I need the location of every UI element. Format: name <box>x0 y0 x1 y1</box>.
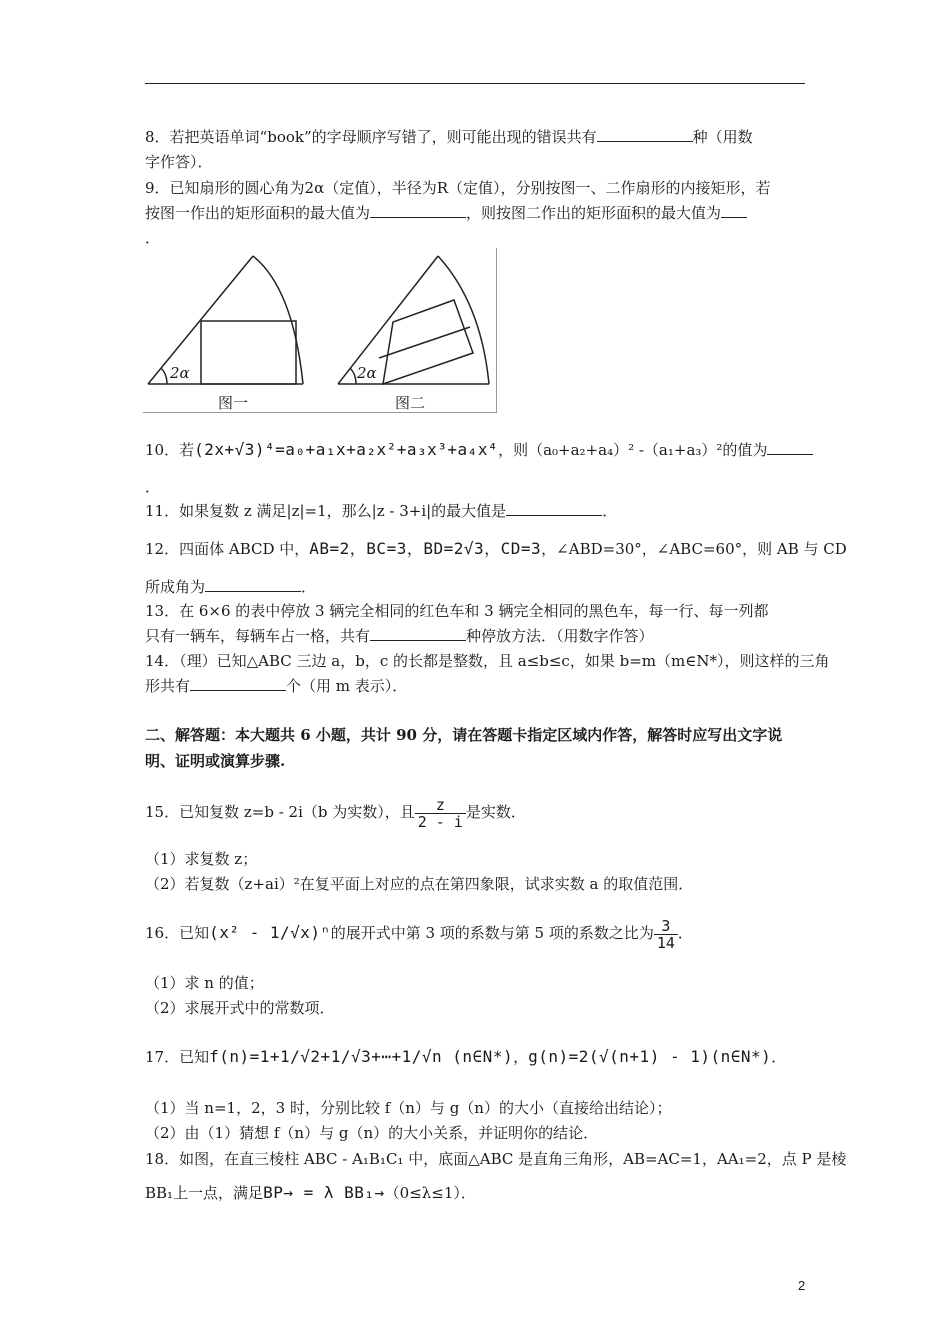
q14-line-1: 14．（理）已知△ABC 三边 a，b，c 的长都是整数，且 a≤b≤c，如果 b=m（m∈N*），则这样的三角 <box>145 652 830 670</box>
q10-line-2: ． <box>145 478 161 496</box>
answer-blank <box>767 440 813 455</box>
q15-part-2: （2）若复数（z+ai）²在复平面上对应的点在第四象限，试求实数 a 的取值范围． <box>145 875 694 893</box>
q13-line-1: 13．在 6×6 的表中停放 3 辆完全相同的红色车和 3 辆完全相同的黑色车，每一行、每一列都 <box>145 602 769 620</box>
angle-label-2: 2α <box>357 364 377 382</box>
sector-diagram <box>143 248 496 412</box>
q8-line-1: 8．若把英语单词“book”的字母顺序写错了，则可能出现的错误共有 种（用数 <box>145 128 753 146</box>
q15-stem: 15．已知复数 z=b - 2i（b 为实数），且 $\frac{z}{2 - i}$ 是实数． <box>145 795 526 831</box>
answer-blank <box>597 127 693 142</box>
q12-line-2: 所成角为 ． <box>145 578 317 596</box>
answer-blank <box>506 501 602 516</box>
q12-line-1: 12．四面体 ABCD 中，AB=2，BC=3，BD=2√3，CD=3，∠ABD=30°，∠ABC=60°，则 AB 与 CD <box>145 539 847 558</box>
q18-line-2: BB₁上一点，满足BP→ = λ BB₁→（0≤λ≤1）． <box>145 1183 476 1202</box>
section-2-heading-1: 二、解答题：本大题共 6 小题，共计 90 分，请在答题卡指定区域内作答，解答时应写出文字说 <box>145 726 783 744</box>
answer-blank <box>721 203 747 218</box>
header-rule <box>145 83 805 84</box>
q9-line-1: 9．已知扇形的圆心角为2α（定值），半径为R（定值），分别按图一、二作扇形的内接矩形，若 <box>145 179 771 197</box>
edge-lengths: AB=2，BC=3，BD=2√3，CD=3 <box>309 539 542 558</box>
q13-line-2: 只有一辆车，每辆车占一格，共有 种停放方法．（用数字作答） <box>145 627 654 645</box>
q17-part-1: （1）当 n=1，2，3 时，分别比较 f（n）与 g（n）的大小（直接给出结论）； <box>145 1099 672 1117</box>
f-of-n-definition: f(n)=1+1/√2+1/√3+⋯+1/√n (n∈N*) <box>209 1047 514 1066</box>
q14-line-2: 形共有 个（用 m 表示）． <box>145 677 408 695</box>
caption-figure-2: 图二 <box>395 394 426 412</box>
q16-part-2: （2）求展开式中的常数项． <box>145 999 335 1017</box>
page-number: 2 <box>798 1278 806 1293</box>
answer-blank <box>205 577 301 592</box>
q17-stem: 17．已知f(n)=1+1/√2+1/√3+⋯+1/√n (n∈N*)，g(n)=2(√(n+1) - 1)(n∈N*)． <box>145 1047 787 1066</box>
g-of-n-definition: g(n)=2(√(n+1) - 1)(n∈N*) <box>528 1047 772 1066</box>
q17-part-2: （2）由（1）猜想 f（n）与 g（n）的大小关系，并证明你的结论． <box>145 1124 599 1142</box>
q16-part-1: （1）求 n 的值； <box>145 974 264 992</box>
answer-blank <box>370 626 466 641</box>
q11-line: 11．如果复数 z 满足|z|=1，那么|z - 3+i|的最大值是 ． <box>145 502 618 520</box>
binomial-expression: (x² - 1/√x)ⁿ <box>209 923 331 942</box>
q15-part-1: （1）求复数 z； <box>145 850 258 868</box>
q10-line-1: 10．若(2x+√3)⁴=a₀+a₁x+a₂x²+a₃x³+a₄x⁴，则（a₀+a₂+a₄）² -（a₁+a₃）²的值为 <box>145 439 813 461</box>
vector-relation: BP→ = λ BB₁→ <box>263 1183 385 1202</box>
sector-figures <box>143 248 497 413</box>
fraction-z-over-2-minus-i: $\frac{z}{2 - i}$ <box>415 797 466 830</box>
binomial-expansion: (2x+√3)⁴=a₀+a₁x+a₂x²+a₃x³+a₄x⁴ <box>194 440 499 459</box>
angle-label-1: 2α <box>170 364 190 382</box>
q9-line-2: 按图一作出的矩形面积的最大值为 ，则按图二作出的矩形面积的最大值为 <box>145 202 747 224</box>
q16-stem: 16．已知(x² - 1/√x)ⁿ的展开式中第 3 项的系数与第 5 项的系数之比为 $\frac{3}{14}$ ． <box>145 916 693 952</box>
caption-figure-1: 图一 <box>218 394 249 412</box>
q9-line-3: ． <box>145 229 161 247</box>
answer-blank <box>370 203 466 218</box>
q8-line-2: 字作答）． <box>145 153 213 171</box>
section-2-heading-2: 明、证明或演算步骤. <box>145 752 286 770</box>
q18-line-1: 18．如图，在直三棱柱 ABC - A₁B₁C₁ 中，底面△ABC 是直角三角形，AB=AC=1，AA₁=2，点 P 是棱 <box>145 1150 847 1168</box>
ratio-fraction: $\frac{3}{14}$ <box>654 918 678 951</box>
answer-blank <box>190 676 286 691</box>
